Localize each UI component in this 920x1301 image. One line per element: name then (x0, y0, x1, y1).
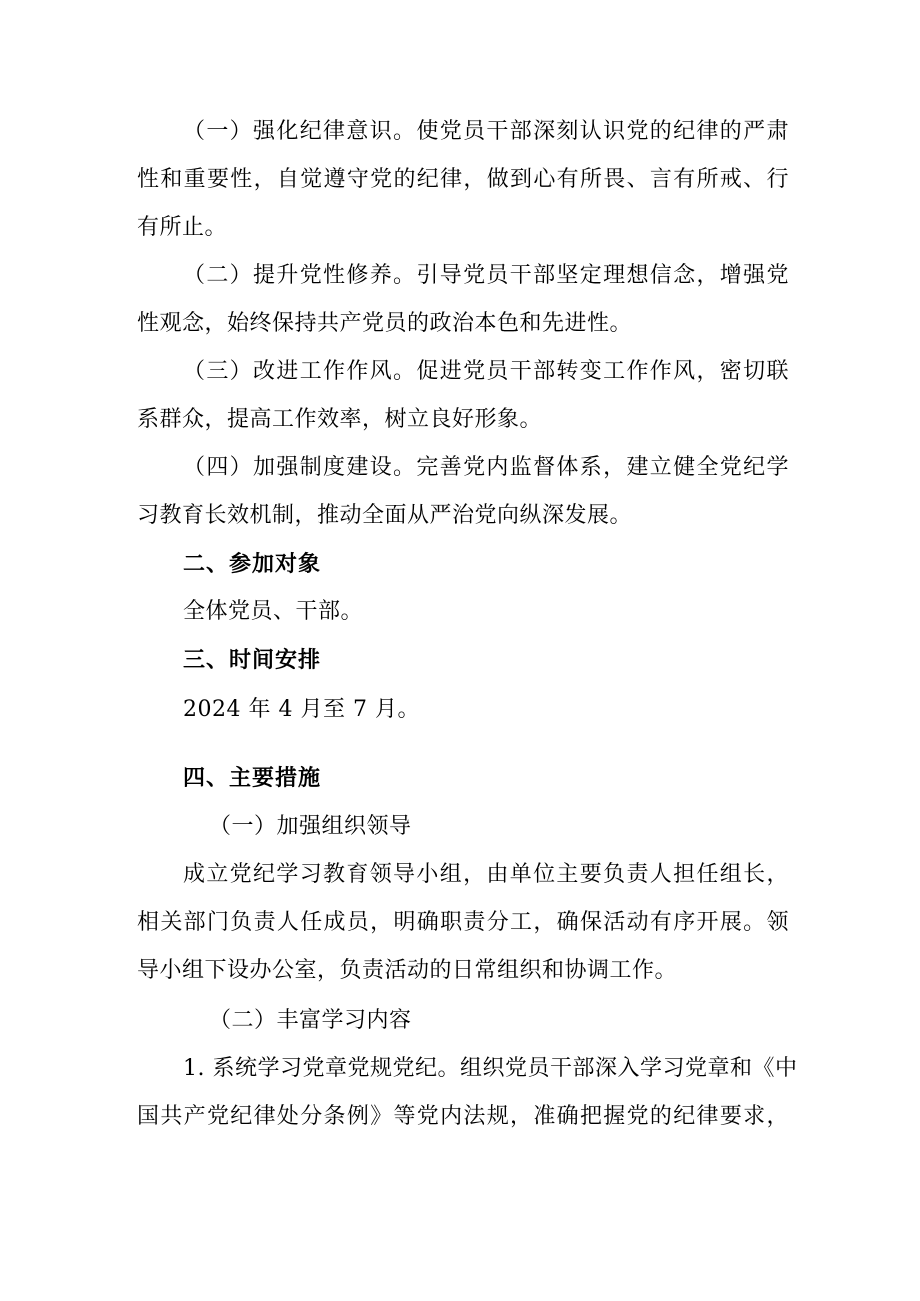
paragraph-line: （二）提升党性修养。引导党员干部坚定理想信念，增强党 (183, 263, 789, 288)
paragraph-line: （三）改进工作作风。促进党员干部转变工作作风，密切联 (183, 359, 789, 384)
paragraph-line: 2024 年 4 月至 7 月。 (183, 697, 420, 722)
section-heading: 三、时间安排 (183, 648, 322, 673)
paragraph-line: 性和重要性，自觉遵守党的纪律，做到心有所畏、言有所戒、行 (137, 167, 789, 192)
paragraph-line: 1. 系统学习党章党规党纪。组织党员干部深入学习党章和《中 (183, 1056, 798, 1081)
paragraph-line: 系群众，提高工作效率，树立良好形象。 (137, 407, 543, 432)
paragraph-line: 导小组下设办公室，负责活动的日常组织和协调工作。 (137, 958, 678, 983)
paragraph-line: （一）强化纪律意识。使党员干部深刻认识党的纪律的严肃 (183, 119, 789, 144)
subsection-title: （一）加强组织领导 (209, 814, 412, 839)
paragraph-line: 国共产党纪律处分条例》等党内法规，准确把握党的纪律要求， (137, 1104, 789, 1129)
paragraph-line: （四）加强制度建设。完善党内监督体系，建立健全党纪学 (183, 455, 789, 480)
paragraph-line: 成立党纪学习教育领导小组，由单位主要负责人担任组长， (183, 862, 789, 887)
paragraph-line: 性观念，始终保持共产党员的政治本色和先进性。 (137, 311, 633, 336)
section-heading: 二、参加对象 (183, 552, 322, 577)
paragraph-line: 习教育长效机制，推动全面从严治党向纵深发展。 (137, 503, 633, 528)
paragraph-line: 全体党员、干部。 (183, 599, 364, 624)
section-heading: 四、主要措施 (183, 766, 322, 791)
paragraph-line: 相关部门负责人任成员，明确职责分工，确保活动有序开展。领 (137, 910, 789, 935)
paragraph-line: 有所止。 (137, 215, 228, 240)
subsection-title: （二）丰富学习内容 (209, 1008, 412, 1033)
